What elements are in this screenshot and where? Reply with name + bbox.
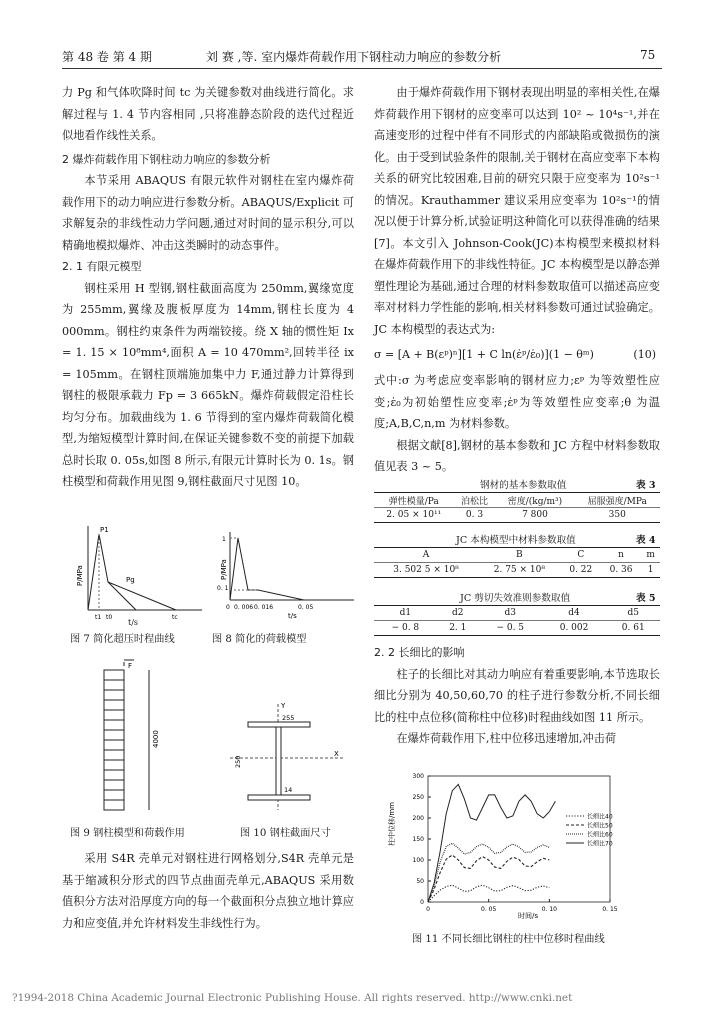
fig10-x-label: X — [334, 750, 339, 758]
table-header: d4 — [542, 606, 607, 621]
fig7-ylabel: P/MPa — [76, 565, 84, 586]
fig7-t0-label: t0 — [106, 614, 113, 620]
fig7-peak-label: P1 — [100, 526, 109, 534]
fig8-plot — [208, 528, 356, 620]
fig11-legend-label: 长细比70 — [587, 840, 613, 848]
fig7-t1-label: t1 — [95, 614, 102, 620]
table-header: 泊松比 — [454, 493, 496, 508]
table-cell: − 0. 8 — [374, 621, 437, 636]
right-column-lower — [374, 642, 660, 750]
fig8-xtick: 0. 05 — [298, 604, 314, 611]
fig10-thick-label: 14 — [284, 786, 293, 794]
left-column — [62, 82, 354, 493]
table-cell: 0. 22 — [561, 563, 601, 578]
fig10-height-label: 250 — [234, 755, 242, 768]
paragraph: 钢柱采用 H 型钢,钢柱截面高度为 250mm,翼缘宽度为 255mm,翼缘及腹板厚度为 14mm,钢柱长度为 4 000mm。钢柱约束条件为两端铰接。绕 X 轴的惯性矩 Ix = 1. 15 × 10⁸mm⁴,面积 A = 10 470mm²,回转半径 ix = 105mm。在钢柱顶端施加集中力 F,通过静力计算得到钢柱的极限承载力 Fp = 3 665kN。爆炸荷载假定沿柱长均匀分布。加载曲线为 1. 6 节得到的室内爆炸荷载简化模型,为缩短模型计算时间,在保证关键参数不变的前提下加载总时长取 0. 05s,如图 8 所示,有限元计算时长为 0. 1s。钢柱模型和荷载作用见图 9,钢柱截面尺寸见图 10。 — [62, 281, 354, 488]
fig8-xtick: 0. 006 — [234, 604, 254, 611]
table3 — [374, 492, 660, 523]
table-header: 弹性模量/Pa — [374, 493, 454, 508]
fig11-ytick-label: 0 — [420, 899, 424, 906]
table-cell: 0. 3 — [454, 508, 496, 523]
paragraph: 力 Pg 和气体吹降时间 tc 为关键参数对曲线进行简化。求解过程与 1. 4 节内容相同 ,只将准静态阶段的迭代过程近似地看作线性关系。 — [62, 86, 354, 142]
fig8-ylabel: P/MPa — [220, 559, 228, 580]
fig10-y-label: Y — [281, 702, 286, 710]
fig11-xtick-label: 0. 15 — [602, 906, 618, 913]
table-cell: 0. 61 — [606, 621, 660, 636]
table3-title: 钢材的基本参数取值 — [480, 480, 567, 491]
fig11-ytick-label: 250 — [412, 794, 424, 801]
table-cell: 3. 502 5 × 10⁸ — [374, 563, 478, 578]
fig8-xtick: 0. 016 — [254, 604, 274, 611]
table-header: A — [374, 548, 478, 563]
left-column-bottom — [62, 848, 354, 934]
fig8-y-top: 1 — [222, 536, 226, 543]
formula-number: (10) — [633, 348, 656, 361]
fig8-xlabel: t/s — [288, 612, 297, 620]
table-cell: 350 — [574, 508, 660, 523]
section-heading: 2 爆炸荷载作用下钢柱动力响应的参数分析 — [62, 152, 271, 166]
paragraph: 式中:σ 为考虑应变率影响的钢材应力;εᵖ 为等效塑性应变;ε̇₀为初始塑性应变率;ε̇ᵖ为等效塑性应变率;θ 为温度;A,B,C,n,m 为材料参数。 — [374, 374, 660, 430]
fig7-xlabel: t/s — [128, 618, 139, 627]
table3-number: 表 3 — [636, 480, 656, 491]
fig11-ytick-label: 150 — [412, 836, 424, 843]
table5-title: JC 剪切失效准则参数取值 — [460, 593, 571, 604]
table-cell: − 0. 5 — [479, 621, 542, 636]
table-header: B — [478, 548, 561, 563]
fig9-column-model — [94, 656, 166, 816]
fig11-ylabel: 柱中位移/mm — [388, 802, 396, 846]
paragraph: 根据文献[8],钢材的基本参数和 JC 方程中材料参数取值见表 3 ~ 5。 — [374, 438, 660, 473]
fig10-caption: 图 10 钢柱截面尺寸 — [240, 828, 331, 839]
page-number: 75 — [640, 48, 656, 62]
fig11-series-line — [428, 784, 555, 902]
formula-expression: σ = [A + B(εᵖ)ⁿ][1 + C ln(ε̇ᵖ/ε̇₀)](1 − θᵐ) — [374, 348, 594, 361]
table-cell: 2. 05 × 10¹¹ — [374, 508, 454, 523]
table-header: 屈服强度/MPa — [574, 493, 660, 508]
paragraph: 采用 S4R 壳单元对钢柱进行网格划分,S4R 壳单元是基于缩减积分形式的四节点曲面壳单元,ABAQUS 采用数值积分方法对沿厚度方向的每一个截面积分点独立地计算应力和应变值,并允许材料发生非线性行为。 — [62, 852, 354, 930]
fig8-xtick: 0 — [226, 604, 230, 611]
fig11-legend-label: 长细比50 — [587, 822, 613, 830]
table-header: d5 — [606, 606, 660, 621]
journal-volume: 第 48 卷 第 4 期 — [62, 50, 152, 64]
fig11-series-line — [428, 843, 549, 902]
fig11-ytick-label: 200 — [412, 815, 424, 822]
jc-formula — [374, 340, 660, 370]
fig9-length-label: 4000 — [152, 730, 160, 748]
fig11-ytick-label: 50 — [416, 878, 424, 885]
fig11-caption: 图 11 不同长细比钢柱的柱中位移时程曲线 — [412, 934, 605, 945]
table5 — [374, 605, 660, 636]
table-cell: 0. 36 — [601, 563, 641, 578]
fig11-ytick-label: 100 — [412, 857, 424, 864]
fig8-y-mid: 0. 1 — [217, 585, 229, 592]
table-cell: 1 — [641, 563, 660, 578]
fig11-legend-label: 长细比40 — [587, 813, 613, 821]
header-rule — [62, 68, 662, 69]
fig8-caption: 图 8 简化的荷载模型 — [212, 634, 307, 645]
fig11-xtick-label: 0 — [426, 906, 430, 913]
table-header: d3 — [479, 606, 542, 621]
fig7-tc-label: tc — [172, 614, 178, 620]
fig10-width-label: 255 — [282, 714, 295, 722]
running-title: 刘 赛 ,等. 室内爆炸荷载作用下钢柱动力响应的参数分析 — [206, 50, 502, 64]
table4 — [374, 547, 660, 578]
fig9-caption: 图 9 钢柱模型和荷载作用 — [70, 828, 185, 839]
table-cell: 0. 002 — [542, 621, 607, 636]
paragraph: 本节采用 ABAQUS 有限元软件对钢柱在室内爆炸荷载作用下的动力响应进行参数分析。ABAQUS/Explicit 可求解复杂的非线性动力学问题,通过对时间的显示积分,可以精确地模拟爆炸、冲击这类瞬时的动态事件。 — [62, 174, 354, 252]
fig11-legend-label: 长细比60 — [587, 831, 613, 839]
fig11-series-line — [428, 855, 549, 902]
section-heading: 2. 1 有限元模型 — [62, 260, 142, 273]
copyright-footer: ?1994-2018 China Academic Journal Electronic Publishing House. All rights reserved. http://www.cnki.net — [12, 992, 573, 1004]
paragraph: 柱子的长细比对其动力响应有着重要影响,本节选取长细比分别为 40,50,60,70 的柱子进行参数分析,不同长细比的柱中点位移(简称柱中位移)时程曲线如图 11 所示。 — [374, 667, 660, 724]
table4-number: 表 4 — [636, 535, 656, 546]
fig11-xlabel: 时间/s — [518, 912, 539, 920]
table-header: d1 — [374, 606, 437, 621]
paragraph: 由于爆炸荷载作用下钢材表现出明显的率相关性,在爆炸荷载作用下钢材的应变率可以达到 10² ~ 10⁴s⁻¹,并在高速变形的过程中伴有不同形式的内部缺陷或微损伤的演化。由于受到试验条件的限制,关于钢材在高应变率下本构关系的研究比较困难,目前的研究只限于应变率为 10²s⁻¹的情况。Krauthammer 建议采用应变率为 10²s⁻¹的情况以便于计算分析,试验证明这种简化可以获得准确的结果[7]。本文引入 Johnson-Cook(JC)本构模型来模拟材料在爆炸荷载作用下的非线性特征。JC 本构模型是以静态弹塑性理论为基础,通过合理的材料参数取值可以描述高应变率对材料力学性能的影响,相关材料参数可通过试验确定。JC 本构模型的表达式为: — [374, 86, 660, 336]
fig11-chart — [388, 770, 658, 920]
table-header: m — [641, 548, 660, 563]
right-column — [374, 82, 660, 478]
table-header: n — [601, 548, 641, 563]
fig11-xtick-label: 0. 10 — [541, 906, 557, 913]
fig7-plateau-label: Pg — [126, 576, 135, 584]
table5-number: 表 5 — [636, 593, 656, 604]
table-header: d2 — [437, 606, 479, 621]
table-header: 密度/(kg/m³) — [495, 493, 574, 508]
fig7-plot — [66, 520, 206, 620]
table-cell: 7 800 — [495, 508, 574, 523]
table-cell: 2. 75 × 10⁸ — [478, 563, 561, 578]
table4-title: JC 本构模型中材料参数取值 — [456, 535, 576, 546]
paragraph: 在爆炸荷载作用下,柱中位移迅速增加,冲击荷 — [396, 732, 617, 745]
fig11-xtick-label: 0. 05 — [481, 906, 497, 913]
fig10-section — [226, 700, 346, 814]
section-heading: 2. 2 长细比的影响 — [374, 646, 465, 659]
table-cell: 2. 1 — [437, 621, 479, 636]
fig7-caption: 图 7 简化超压时程曲线 — [70, 634, 175, 645]
fig11-ytick-label: 300 — [412, 773, 424, 780]
table-header: C — [561, 548, 601, 563]
fig11-plot-frame — [428, 776, 610, 902]
fig9-force-label: F — [128, 662, 133, 670]
